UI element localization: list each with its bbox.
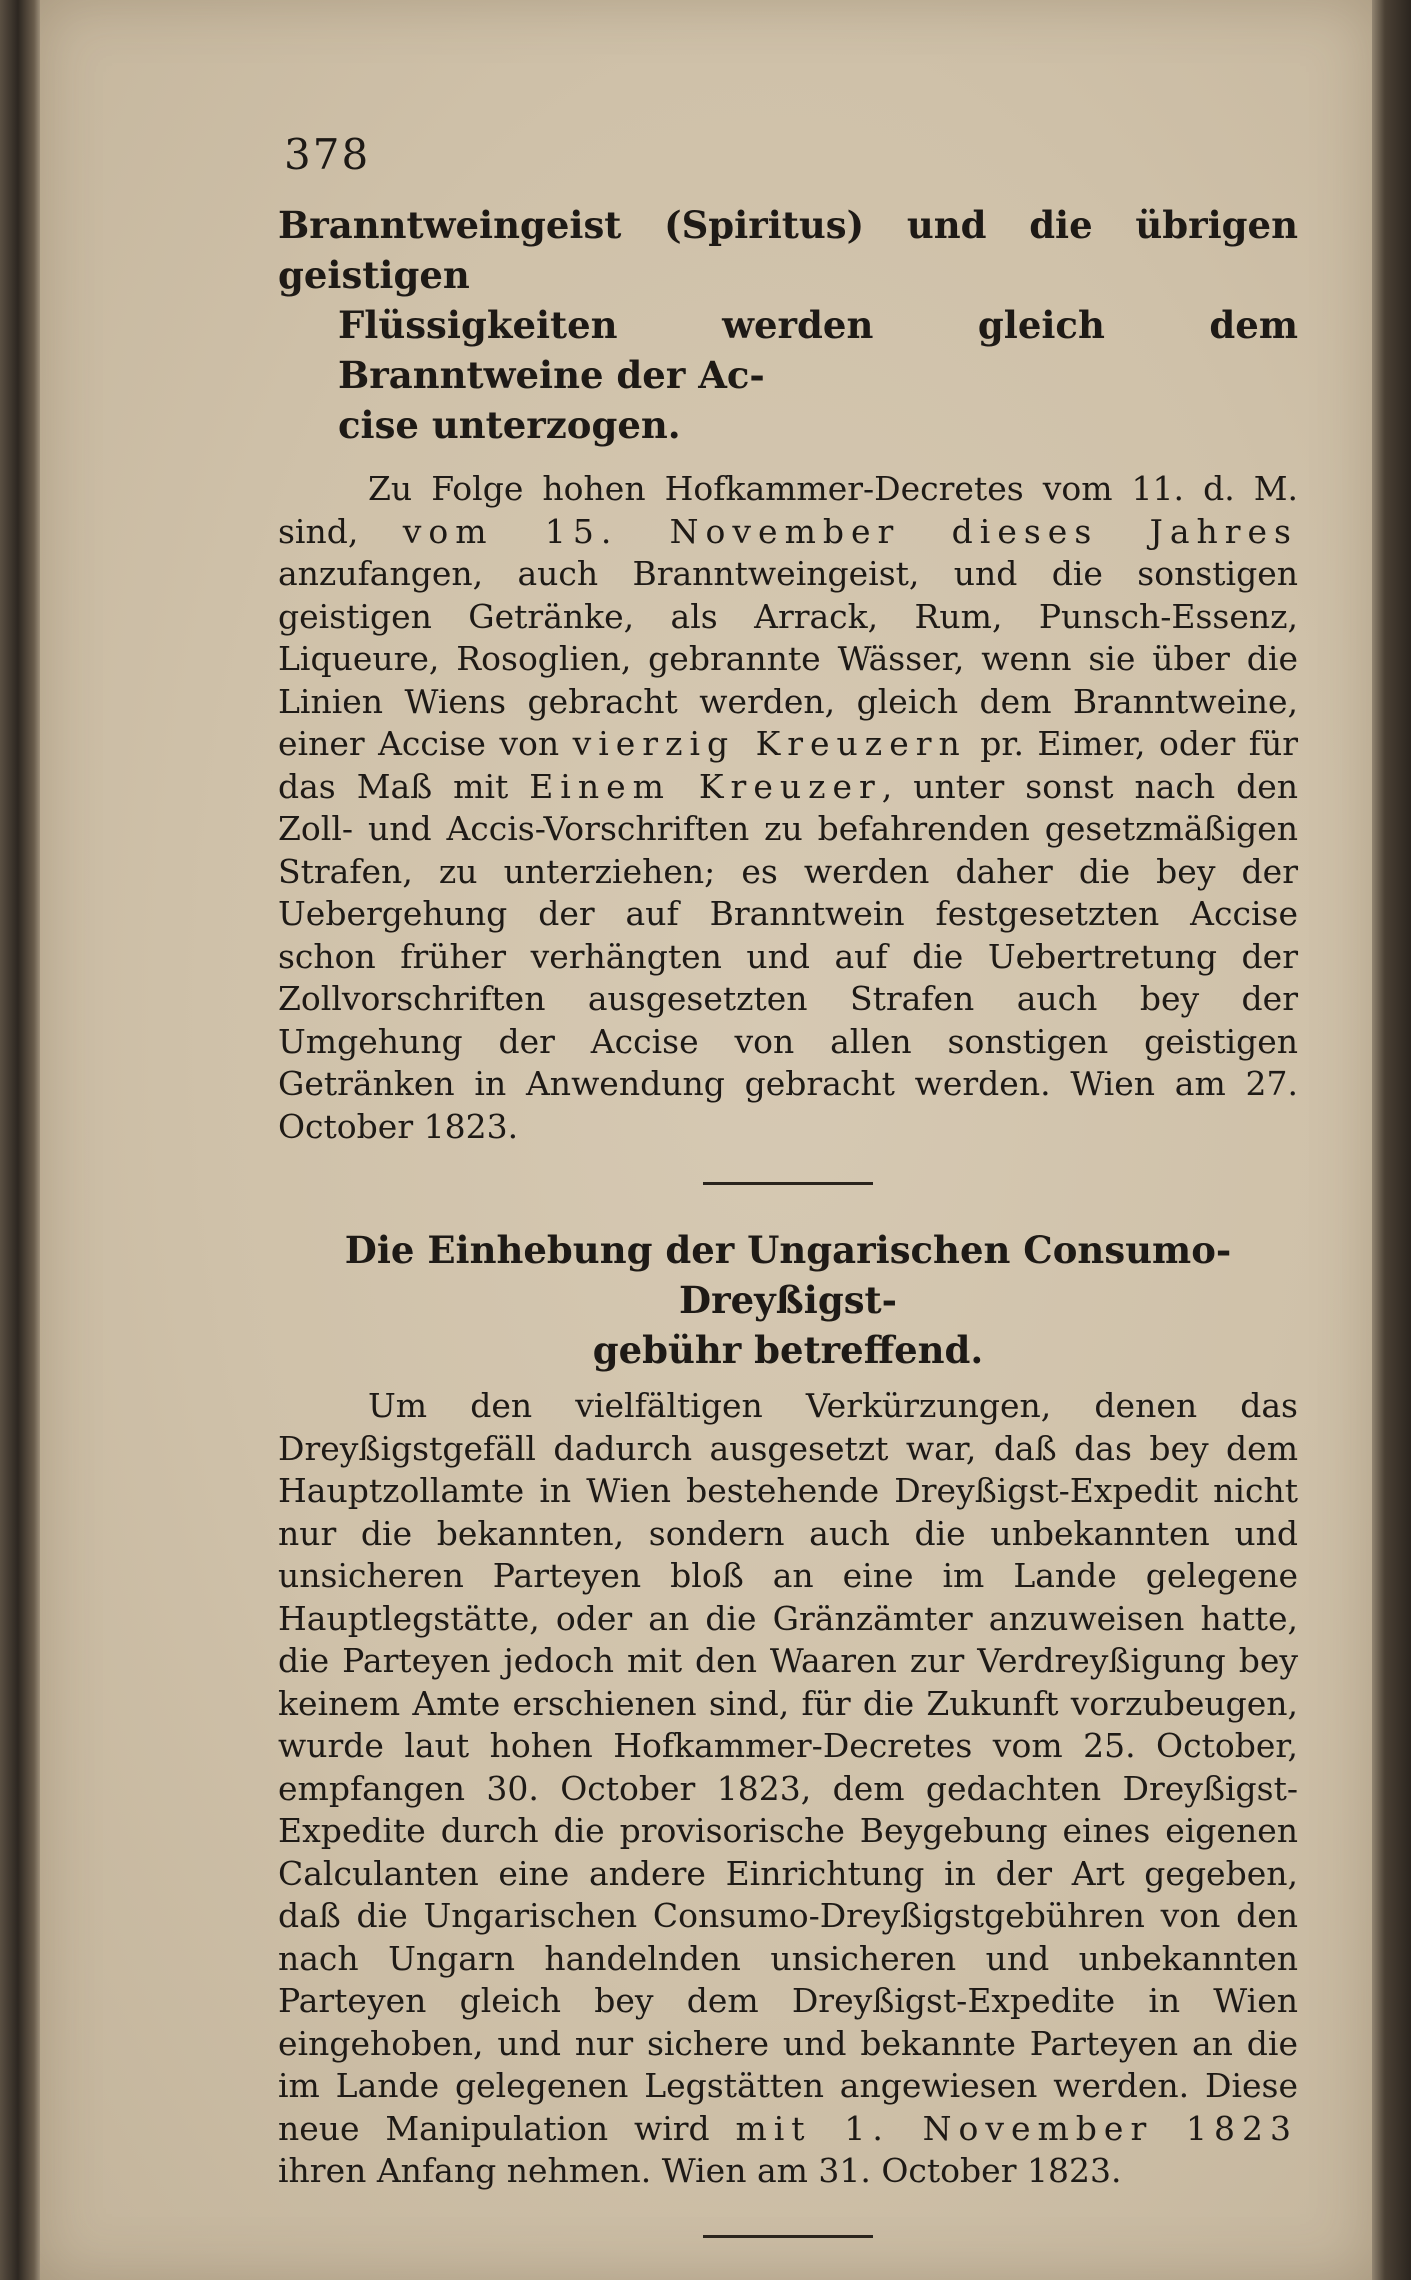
section1-body-part4: , unter sonst nach den Zoll- und Accis-Vorschriften zu befahrenden gesetzmäßigen Strafen, zu unterziehen; es werden daher die bey der Uebergehung der auf Branntwein festgesetzten Accise schon früher verhängten und auf die Uebertretung der Zollvorschriften ausgesetzten Strafen auch bey der Umgehung der Accise von allen sonstigen geistigen Getränken in Anwendung gebracht werden. Wien am 27. October 1823. [278,766,1298,1146]
section1-body-part3: pr. Eimer, oder für das Maß mit [278,724,1298,806]
section1-body-spaced-amount: vierzig Kreuzern [572,724,967,763]
section2-body-part1: Um den vielfältigen Verkürzungen, denen das Dreyßigstgefäll dadurch ausgesetzt war, daß das bey dem Hauptzollamte in Wien bestehende Dreyßigst-Expedit nicht nur die bekannten, sondern auch die unbekannten und unsicheren Parteyen bloß an eine im Lande gelegene Hauptlegstätte, oder an die Gränzämter anzuweisen hatte, die Parteyen jedoch mit den Waaren zur Verdreyßigung bey keinem Amte erschienen sind, für die Zukunft vorzubeugen, wurde laut hohen Hofkammer-Decretes vom 25. October, empfangen 30. October 1823, dem gedachten Dreyßigst-Expedite durch die provisorische Beygebung eines eigenen Calculanten eine andere Einrichtung in der Art gegeben, daß die Ungarischen Consumo-Dreyßigstgebühren von den nach Ungarn handelnden unsicheren und unbekannten Parteyen gleich bey dem Dreyßigst-Expedite in Wien eingehoben, und nur sichere und bekannte Parteyen an die im Lande gelegenen Legstätten angewiesen werden. Diese neue Manipulation wird [278,1386,1298,2148]
section2-body-part2: ihren Anfang nehmen. Wien am 31. October 1823. [278,2151,1122,2190]
section2-body [278,1385,1298,2193]
section2-body-spaced-date: mit 1. November 1823 [735,2108,1298,2148]
section1-body-spaced-date: vom 15. November dieses Jahres [402,511,1298,551]
section1-body-part2: anzufangen, auch Branntweingeist, und die sonstigen geistigen Getränke, als Arrack, Rum, Punsch-Essenz, Liqueure, Rosoglien, gebrannte Wässer, wenn sie über die Linien Wiens gebracht werden, gleich dem Branntweine, einer Accise von [278,554,1298,763]
page-number: 378 [284,130,371,179]
page-text-block [278,130,1298,2238]
section1-heading-line1: Branntweingeist (Spiritus) und die übrigen geistigen [278,203,1298,297]
section1-heading-line2: Flüssigkeiten werden gleich dem Branntweine der Ac- [338,303,1298,397]
section1-body-spaced-kreuzer: Einem Kreuzer [529,766,882,806]
section1-heading [278,200,1298,450]
section2-heading-line2: gebühr betreffend. [592,1328,984,1372]
book-page [40,0,1372,2280]
section1-body [278,468,1298,1148]
section1-heading-line3: cise unterzogen. [338,403,681,447]
section-divider-1 [703,1182,873,1185]
section1-body-part1: Zu Folge hohen Hofkammer-Decretes vom 11. d. M. sind, [278,469,1298,551]
section2-heading [278,1225,1298,1375]
section2-heading-line1: Die Einhebung der Ungarischen Consumo-Dreyßigst- [344,1228,1232,1322]
section-divider-2 [703,2235,873,2238]
